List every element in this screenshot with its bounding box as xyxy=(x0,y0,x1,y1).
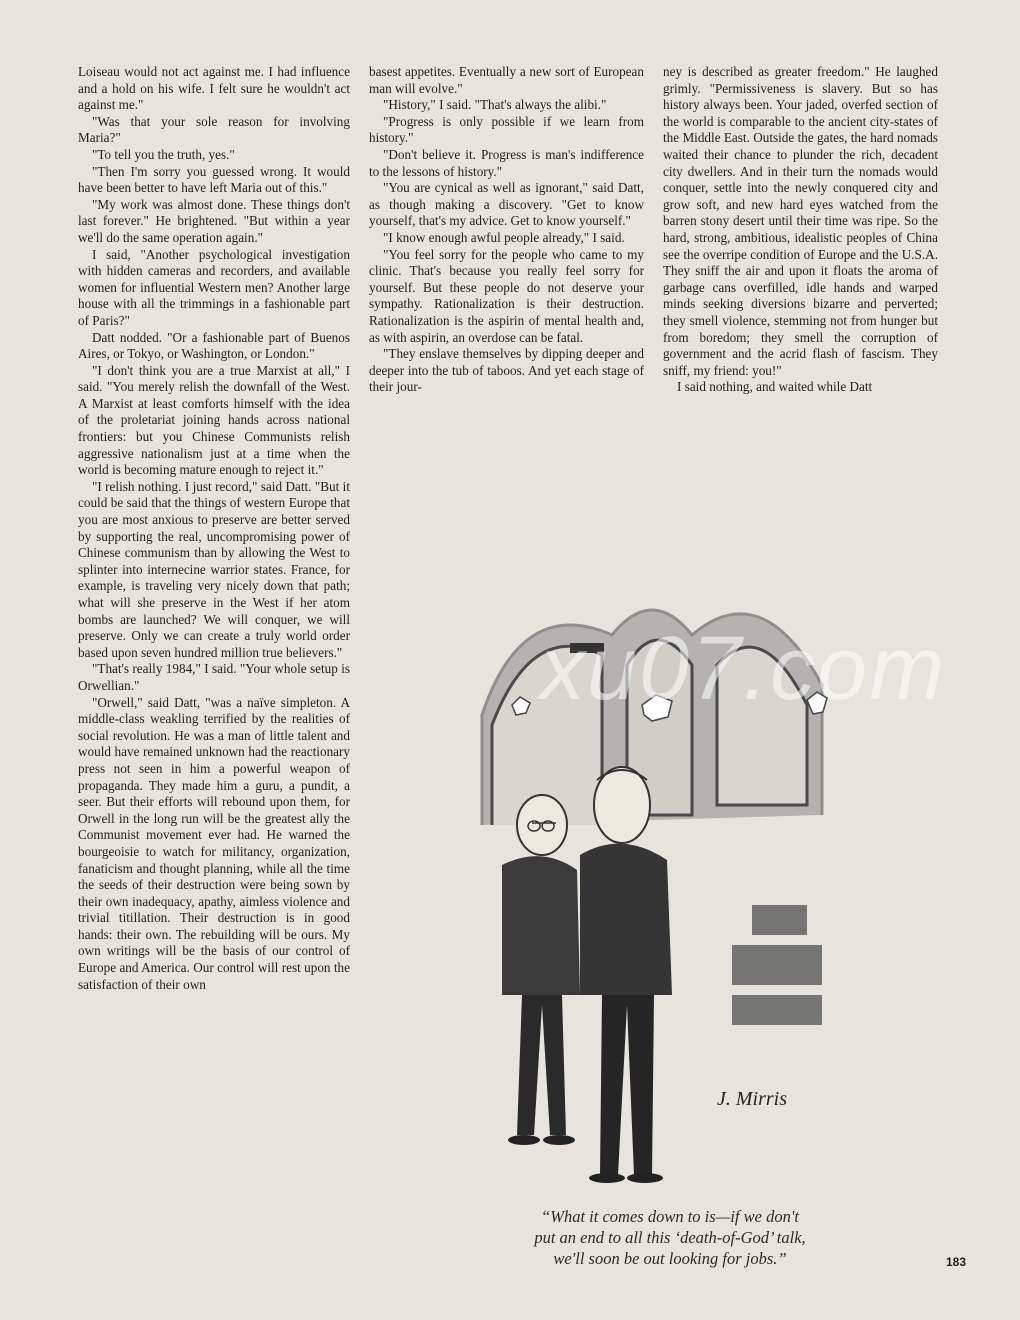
paragraph: I said nothing, and waited while Datt xyxy=(677,379,873,395)
paragraph: "That's really 1984," I said. "Your whole setup is Orwellian." xyxy=(78,661,350,693)
paragraph: "To tell you the truth, yes." xyxy=(92,146,235,162)
article-column-2 xyxy=(369,64,644,396)
cartoon-caption xyxy=(430,1206,910,1269)
caption-line: we'll soon be out looking for jobs.” xyxy=(553,1249,787,1268)
article-column-1 xyxy=(78,64,350,993)
cartoon-signature: J. Mirris xyxy=(717,1088,787,1110)
paragraph: "My work was almost done. These things don't last forever." He brightened. "But within a year we'll do the same operation again." xyxy=(78,196,350,245)
paragraph: "History," I said. "That's always the alibi." xyxy=(383,97,607,113)
paragraph: "You are cynical as well as ignorant," said Datt, as though making a discovery. "Get to know yourself, that's my advice. Get to know yourself." xyxy=(369,180,644,229)
paragraph: "Progress is only possible if we learn from history." xyxy=(369,113,644,146)
paragraph: "They enslave themselves by dipping deeper and deeper into the tub of taboos. And yet each stage of their jour- xyxy=(369,346,644,395)
paragraph: "Orwell," said Datt, "was a naïve simpleton. A middle-class weakling terrified by the realities of social revolution. He was a man of little talent and would have remained unknown had the reactionary press not seen in him a powerful weapon of propaganda. They made him a guru, a pundit, a seer. But their efforts will rebound upon them, for Orwell in the long run will be the greatest ally the Communist movement ever had. He warned the bourgeoisie to watch for militancy, organization, fanaticism and thought planning, while all the time the seeds of their destruction were being sown by their own inadequacy, apathy, aimless violence and trivial titillation. Their destruction is in good hands: their own. The rebuilding will be ours. My own writings will be the basis of our control of Europe and America. Our control will rest upon the satisfaction of their own xyxy=(78,694,350,992)
watermark: xu07.com xyxy=(540,619,947,719)
paragraph: basest appetites. Eventually a new sort of European man will evolve." xyxy=(369,64,644,96)
paragraph: Datt nodded. "Or a fashionable part of Buenos Aires, or Tokyo, or Washington, or London." xyxy=(78,329,350,362)
paragraph: "Then I'm sorry you guessed wrong. It would have been better to have left Maria out of this." xyxy=(78,163,350,196)
paragraph: ney is described as greater freedom." He laughed grimly. "Permissiveness is slavery. But so has history always been. Your jaded, overfed section of the world is comparable to the ancient city-states of the Middle East. Outside the gates, the hard nomads waited their chance to plunder the rich, decadent city dwellers. And in their turn the nomads would conquer, settle into the newly conquered city and grow soft, and new hard eyes watched from the barren stony desert until their time was ripe. So the hard, strong, ambitious, idealistic peoples of China see the overripe condition of Europe and the U.S.A. They sniff the air and upon it floats the aroma of garbage cans overfilled, idle hands and warped minds seeking diversions bizarre and perverted; they smell violence, stemming not from hunger but from boredom; they smell the corruption of government and the acrid flash of fascism. They sniff, my friend: you!" xyxy=(663,64,938,378)
paragraph: "I don't think you are a true Marxist at all," I said. "You merely relish the downfall of the West. A Marxist at least comforts himself with the idea of the proletariat joining hands across national frontiers: but you Chinese Communists relish aggressive nationalism just at a time when the world is becoming mature enough to reject it." xyxy=(78,362,350,478)
article-column-3 xyxy=(663,64,938,396)
caption-line: put an end to all this ‘death-of-God’ talk, xyxy=(534,1228,806,1247)
paragraph: "Was that your sole reason for involving Maria?" xyxy=(78,113,350,146)
paragraph: "I know enough awful people already," I said. xyxy=(383,229,625,245)
left-figure xyxy=(502,795,580,1145)
paragraph: Loiseau would not act against me. I had influence and a hold on his wife. I felt sure he wouldn't act against me." xyxy=(78,64,350,113)
paragraph: "I relish nothing. I just record," said Datt. "But it could be said that the things of western Europe that you are most anxious to preserve are better served by supporting the real, uncompromising power of Chinese communism than by allowing the West to splinter into internecine warrior states. France, for example, is traveling very nicely down that path; what will she preserve in the West if her atom bombs are launched? We will conquer, we will preserve. Only we can create a truly world order based upon seven hundred million true believers." xyxy=(78,478,350,660)
paragraph: "Don't believe it. Progress is man's indifference to the lessons of history." xyxy=(369,146,644,179)
right-figure xyxy=(580,767,672,1183)
paragraph: "You feel sorry for the people who came to my clinic. That's because you really feel sorry for yourself. But these people do not deserve your sympathy. Rationalization is their destruction. Rationalization is the aspirin of mental health and, as with aspirin, an overdose can be fatal. xyxy=(369,246,644,345)
caption-line: “What it comes down to is—if we don't xyxy=(541,1207,799,1226)
paragraph: I said, "Another psychological investigation with hidden cameras and recorders, and available women for influential Western men? Another large house with all the trimmings in a fashionable part of Paris?" xyxy=(78,246,350,328)
pews xyxy=(732,905,822,1025)
page-number: 183 xyxy=(946,1255,967,1269)
